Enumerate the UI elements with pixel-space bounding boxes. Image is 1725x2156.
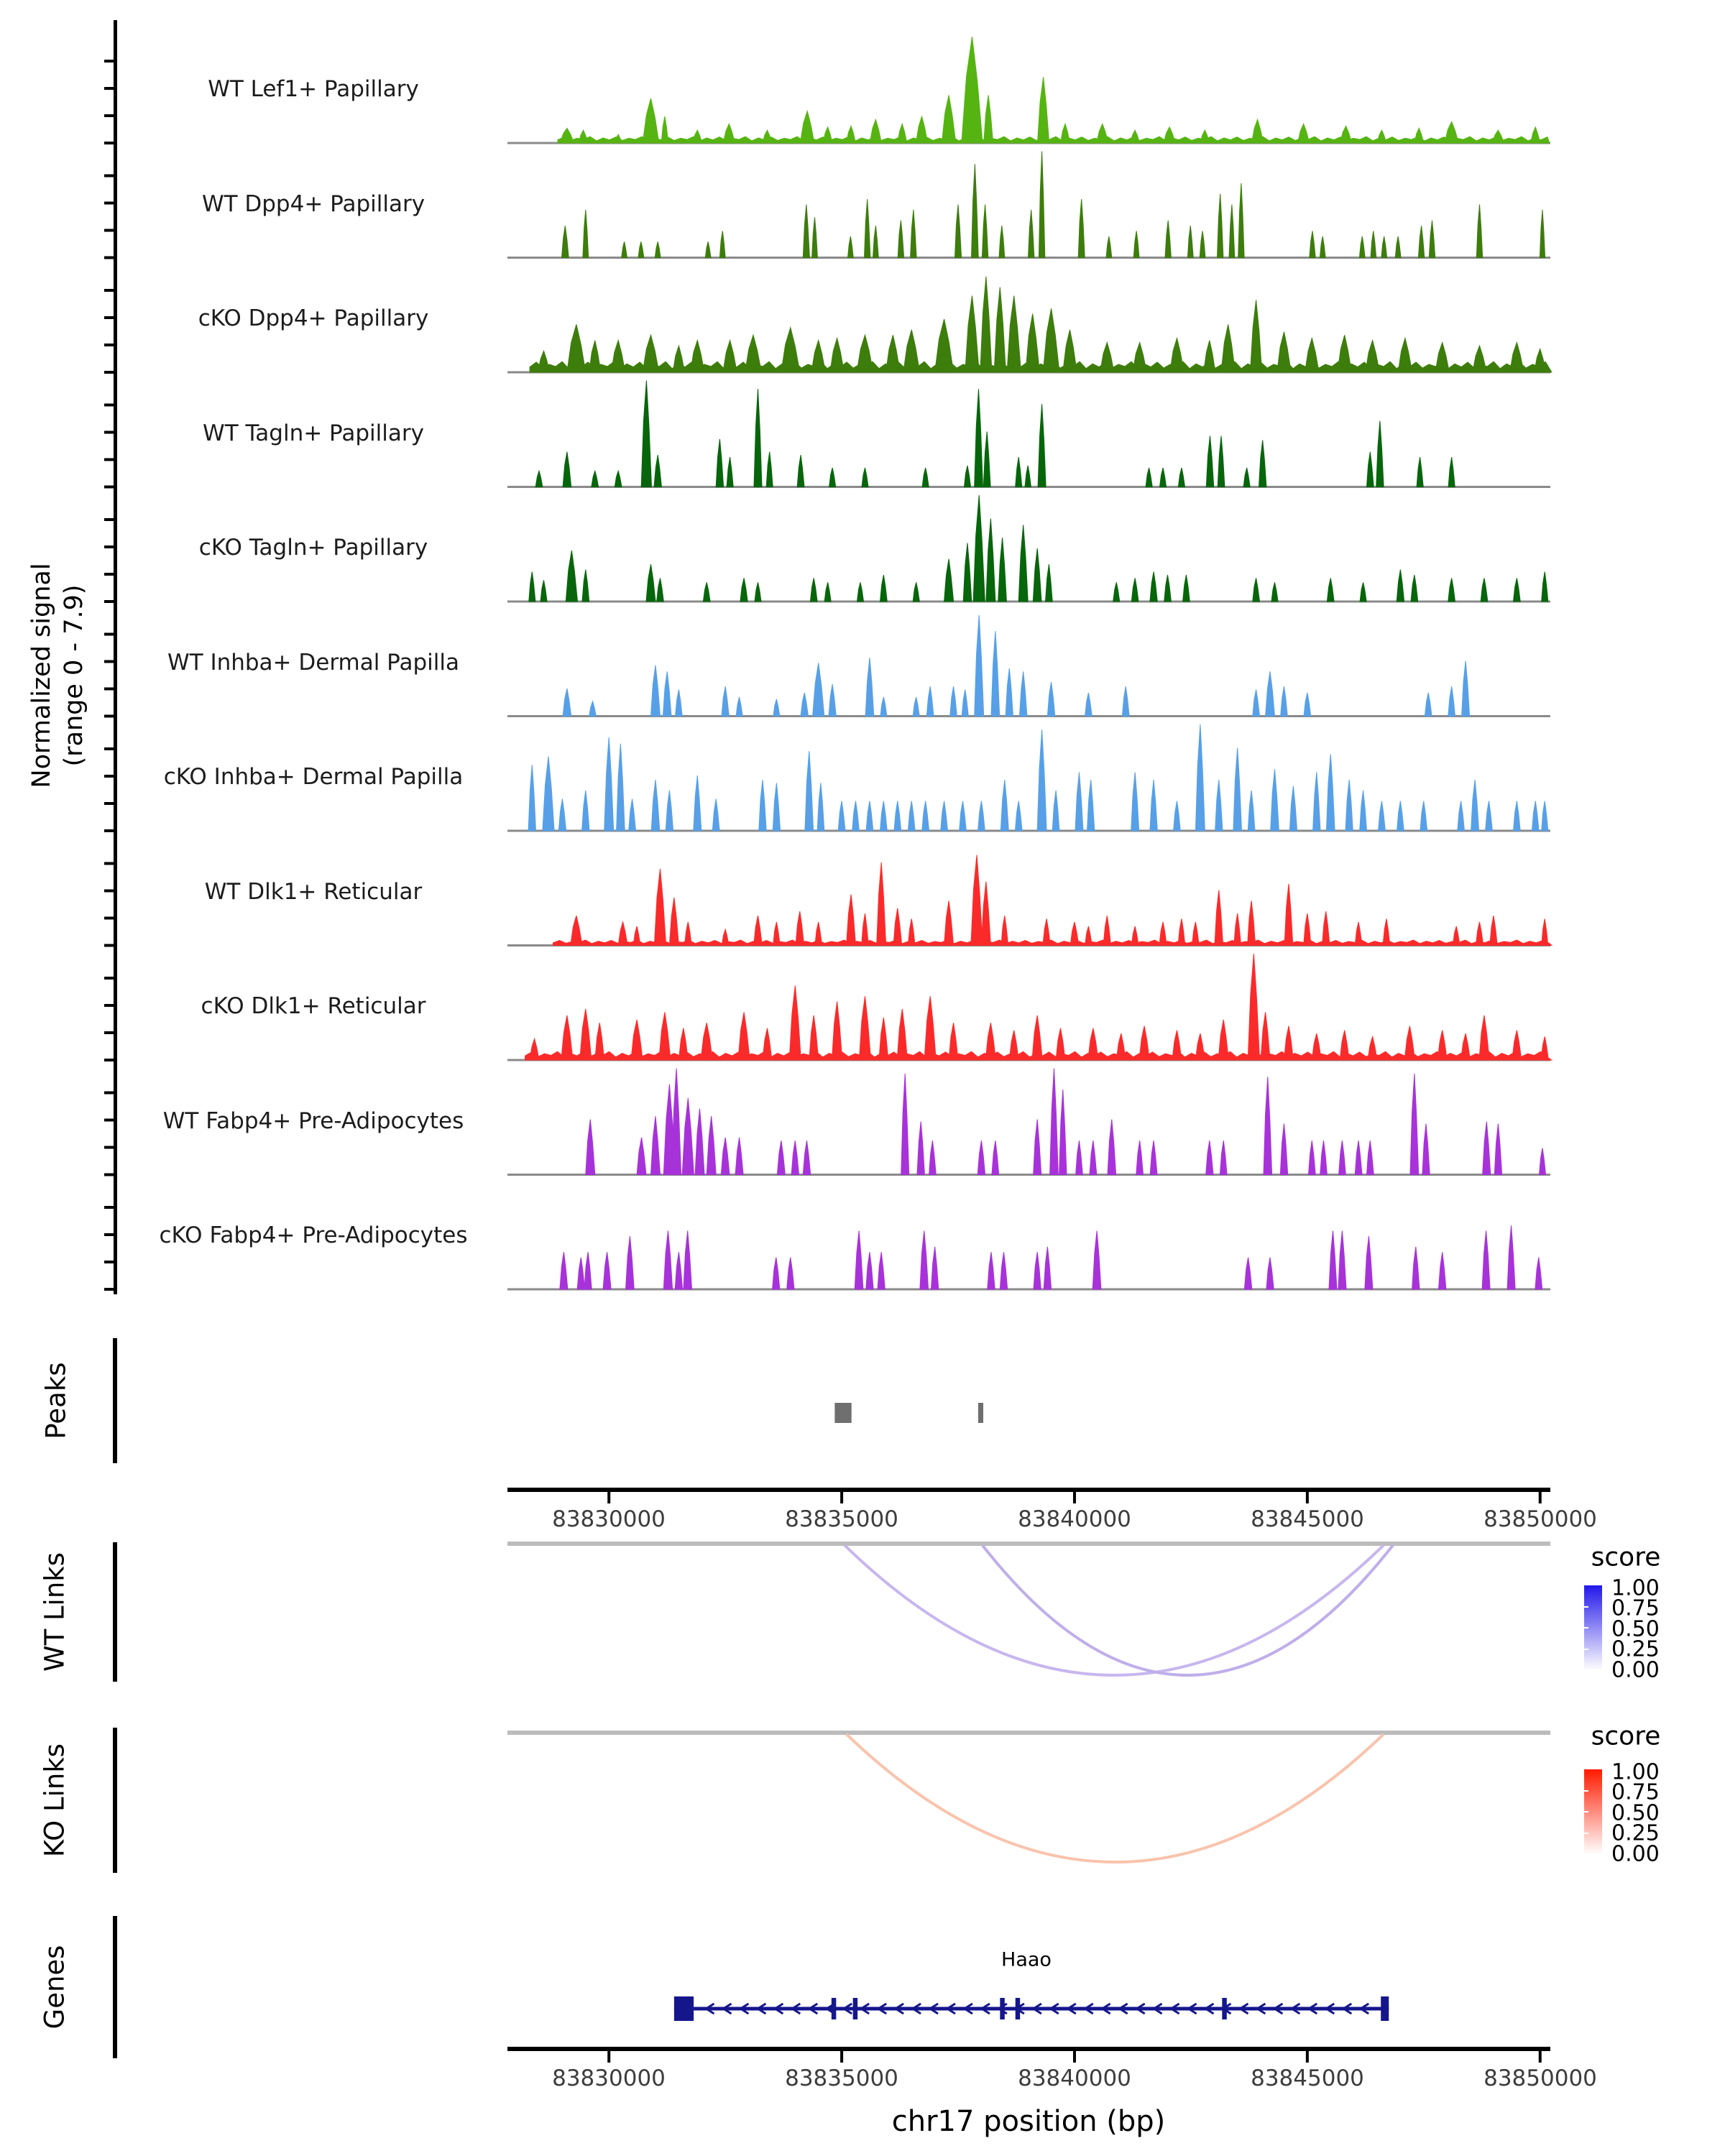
colorbar-notch: [1584, 1627, 1588, 1628]
score-legend-tick-label: 0.75: [1611, 1779, 1660, 1805]
colorbar-notch: [1584, 1811, 1588, 1812]
gene-exon: [674, 1996, 694, 2021]
genomic-axis-line: [507, 2047, 1550, 2051]
colorbar-notch: [1584, 1833, 1588, 1834]
track-signal: [525, 954, 1552, 1060]
row-label-peaks: Peaks: [40, 1362, 72, 1439]
track-signal: [586, 1069, 1546, 1175]
y-axis-title-line1: Normalized signal: [27, 563, 56, 788]
genomic-axis-tick-label: 83835000: [785, 2065, 898, 2091]
gene-exon: [1000, 1998, 1004, 2019]
track-signal: [560, 1225, 1542, 1289]
track-signal: [530, 277, 1552, 372]
colorbar-notch: [1584, 1790, 1588, 1792]
genomic-axis-tick-label: 83840000: [1018, 2065, 1131, 2091]
track-signal: [563, 615, 1470, 717]
wt-links-colorbar: [1584, 1585, 1602, 1670]
track-label: WT Lef1+ Papillary: [208, 76, 419, 102]
genomic-axis-tick-label: 83850000: [1484, 2065, 1597, 2091]
score-legend-tick-label: 1.00: [1611, 1759, 1660, 1785]
peaks-box: [834, 1403, 851, 1423]
row-label-wt-links: WT Links: [39, 1552, 70, 1672]
score-legend-tick-label: 0.25: [1611, 1820, 1660, 1846]
gene-exon: [1222, 1998, 1226, 2019]
track-label: WT Dpp4+ Papillary: [201, 191, 426, 217]
genomic-axis-tick-label: 83835000: [785, 1506, 898, 1532]
track-signal: [558, 37, 1550, 143]
score-legend-tick-label: 1.00: [1611, 1575, 1660, 1601]
link-arc: [983, 1545, 1393, 1675]
x-axis-title: chr17 position (bp): [891, 2105, 1166, 2138]
track-label: WT Tagln+ Papillary: [203, 420, 424, 446]
genomic-axis-tick-label: 83830000: [552, 1506, 666, 1532]
track-label: WT Fabp4+ Pre-Adipocytes: [162, 1108, 464, 1134]
links-top-line: [507, 1542, 1550, 1546]
y-axis-title-line2: (range 0 - 7.9): [60, 584, 88, 767]
score-legend-tick-label: 0.50: [1611, 1800, 1660, 1826]
wt-links-axis-bar: [113, 1542, 117, 1682]
track-signal: [535, 381, 1455, 487]
row-label-ko-links: KO Links: [39, 1743, 70, 1858]
genomic-axis-tick-label: 83845000: [1251, 2065, 1364, 2091]
gene-exon: [1381, 1996, 1389, 2021]
track-label: cKO Fabp4+ Pre-Adipocytes: [159, 1222, 468, 1248]
colorbar-notch: [1584, 1606, 1588, 1608]
colorbar-notch: [1584, 1649, 1588, 1650]
ko-links-axis-bar: [113, 1728, 117, 1873]
ko-links-legend-title: score: [1591, 1721, 1661, 1751]
genomic-axis-tick-label: 83840000: [1018, 1506, 1131, 1532]
track-label: WT Inhba+ Dermal Papilla: [167, 650, 459, 676]
gene-body: [674, 2007, 1389, 2011]
genomic-axis-tick-label: 83850000: [1484, 1506, 1597, 1532]
track-label: cKO Dlk1+ Reticular: [201, 993, 426, 1019]
track-label: cKO Inhba+ Dermal Papilla: [163, 764, 464, 790]
peaks-axis-bar: [113, 1338, 117, 1463]
score-legend-tick-label: 0.75: [1611, 1595, 1660, 1621]
gene-exon: [1016, 1998, 1020, 2019]
track-signal: [528, 724, 1548, 831]
gene-exon: [853, 1998, 857, 2019]
genes-axis-bar: [113, 1916, 117, 2058]
track-signal: [529, 495, 1548, 602]
score-legend-tick-label: 0.25: [1611, 1636, 1660, 1662]
genomic-axis-tick-label: 83830000: [552, 2065, 666, 2091]
wt-links-legend-title: score: [1591, 1542, 1661, 1572]
gene-name-label: Haao: [1001, 1948, 1052, 1971]
score-legend-tick-label: 0.50: [1611, 1616, 1660, 1642]
peaks-box: [978, 1403, 983, 1423]
track-label: cKO Tagln+ Papillary: [198, 535, 428, 561]
row-label-genes: Genes: [39, 1945, 70, 2030]
links-top-line: [507, 1731, 1550, 1735]
score-legend-tick-label: 0.00: [1611, 1841, 1660, 1867]
track-signal: [553, 855, 1552, 946]
track-signal: [562, 152, 1545, 258]
genomic-axis-tick-label: 83845000: [1251, 1506, 1364, 1532]
link-arc: [845, 1545, 1384, 1675]
link-arc: [847, 1734, 1384, 1862]
track-label: WT Dlk1+ Reticular: [204, 879, 423, 905]
score-legend-tick-label: 0.00: [1611, 1657, 1660, 1683]
genomic-axis-line: [507, 1488, 1550, 1492]
ko-links-colorbar: [1584, 1769, 1602, 1854]
track-label: cKO Dpp4+ Papillary: [198, 305, 429, 331]
y-axis-line: [114, 20, 117, 1294]
gene-exon: [832, 1998, 836, 2019]
